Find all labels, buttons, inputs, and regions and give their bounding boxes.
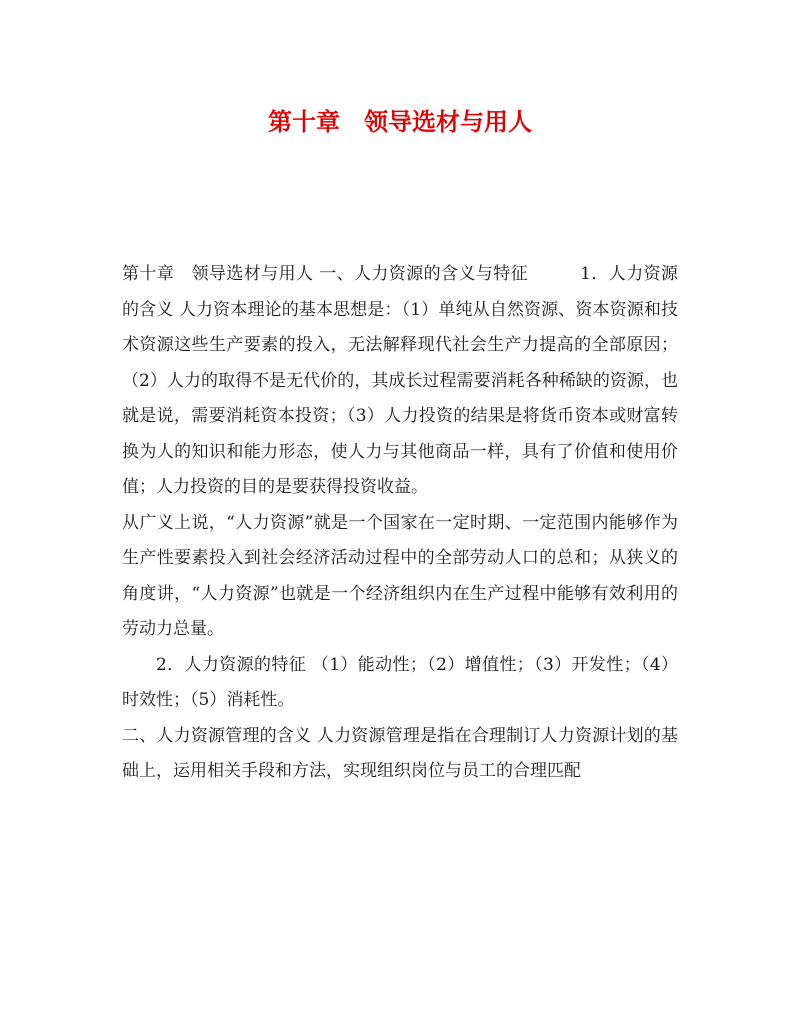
document-body	[122, 257, 678, 790]
paragraph-characteristics: 2．人力资源的特征 （1）能动性；（2）增值性；（3）开发性；（4）时效性；（5）消耗性。	[122, 654, 678, 710]
paragraph-broad-narrow-meaning: 从广义上说，“人力资源”就是一个国家在一定时期、一定范围内能够作为生产性要素投入到社会经济活动过程中的全部劳动人口的总和；从狭义的角度讲，“人力资源”也就是一个经济组织内在生产过程中能够有效利用的劳动力总量。	[122, 512, 678, 639]
page-title: 第十章 领导选材与用人	[268, 107, 532, 136]
paragraph-hr-management: 二、人力资源管理的含义 人力资源管理是指在合理制订人力资源计划的基础上，运用相关手段和方法，实现组织岗位与员工的合理匹配	[122, 725, 678, 781]
paragraph-human-resource-definition: 第十章 领导选材与用人 一、人力资源的含义与特征 1．人力资源的含义 人力资本理论的基本思想是：（1）单纯从自然资源、资本资源和技术资源这些生产要素的投入，无法解释现代社会生产力提高的全部原因；（2）人力的取得不是无代价的，其成长过程需要消耗各种稀缺的资源，也就是说，需要消耗资本投资；（3）人力投资的结果是将货币资本或财富转换为人的知识和能力形态，使人力与其他商品一样，具有了价值和使用价值；人力投资的目的是要获得投资收益。	[122, 264, 678, 497]
